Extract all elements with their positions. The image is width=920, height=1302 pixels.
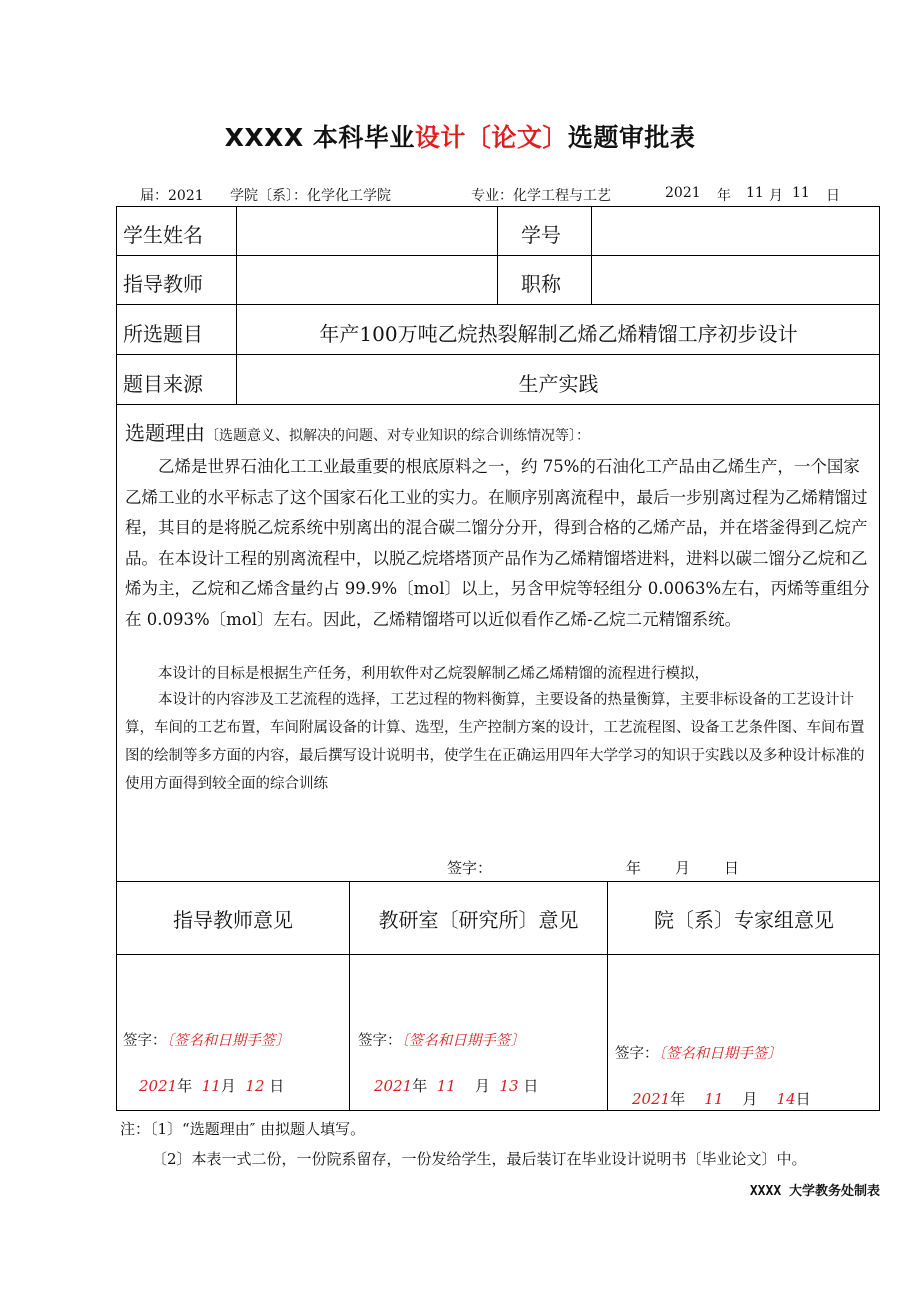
- reason-heading: [125, 417, 590, 446]
- row-divider: [117, 954, 879, 955]
- sign-note: 〔签名和日期手签〕: [401, 1033, 525, 1049]
- opinion-1-sign: [123, 1029, 290, 1050]
- date-day: 11: [792, 185, 810, 201]
- date-day: 12: [245, 1077, 265, 1095]
- col-divider: [497, 207, 498, 304]
- date-month-label: 月: [220, 1077, 236, 1095]
- student-id-label: 学号: [521, 223, 561, 247]
- form-title: [0, 118, 920, 154]
- reason-paragraph-1: 乙烯是世界石油化工工业最重要的根底原料之一，约 75%的石油化工产品由乙烯生产，一个国家乙烯工业的水平标志了这个国家石化工业的实力。在顺序别离流程中，最后一步别离过程为乙烯精馏过程，其目的是将脱乙烷系统中别离出的混合碳二馏分分开，得到合格的乙烯产品，并在塔釜得到乙烷产品。在本设计工程的别离流程中，以脱乙烷塔塔顶产品作为乙烯精馏塔进料，进料以碳二馏分乙烷和乙烯为主，乙烷和乙烯含量约占 99.9%〔mol〕以上，另含甲烷等轻组分 0.0063%左右，丙烯等重组分在 0.093%〔mol〕左右。因此，乙烯精馏塔可以近似看作乙烯-乙烷二元精馏系统。: [125, 457, 870, 629]
- row-divider: [117, 404, 879, 405]
- date-year: 2021: [139, 1077, 178, 1095]
- reason-heading-text: 选题理由: [125, 421, 205, 445]
- date-year: 2021: [374, 1077, 413, 1095]
- approval-table: [116, 206, 880, 1111]
- date-month-label: 月: [474, 1077, 490, 1095]
- opinion-2-date: [374, 1075, 538, 1096]
- date-year-label: 年: [717, 188, 731, 204]
- footer-issuer: XXXX 大学教务处制表: [749, 1184, 880, 1199]
- row-divider: [117, 255, 879, 256]
- sign-note: 〔签名和日期手签〕: [658, 1046, 782, 1062]
- date-month: 11: [201, 1077, 221, 1095]
- date-month-label: 月: [742, 1090, 758, 1108]
- date-month: 11: [746, 185, 764, 201]
- row-divider: [117, 354, 879, 355]
- sign-label: 签字：: [615, 1046, 659, 1062]
- student-name-label: 学生姓名: [123, 223, 203, 247]
- opinion-3-sign: [615, 1042, 782, 1063]
- opinion-heading-advisor: 指导教师意见: [173, 908, 293, 932]
- source-label: 题目来源: [123, 372, 203, 396]
- date-year: 2021: [632, 1090, 671, 1108]
- title-part1: XXXX 本科毕业: [224, 123, 415, 152]
- source-value: 生产实践: [518, 372, 599, 396]
- topic-value: 年产100万吨乙烷热裂解制乙烯乙烯精馏工序初步设计: [319, 322, 798, 346]
- topic-label: 所选题目: [123, 322, 203, 346]
- opinion-3-date: [632, 1088, 811, 1109]
- reason-year-label: 年: [626, 859, 642, 877]
- date-day-label: 日: [269, 1077, 285, 1095]
- date-year-label: 年: [412, 1077, 428, 1095]
- date-day-label: 日: [523, 1077, 539, 1095]
- row-divider: [117, 881, 879, 882]
- date-day: 13: [499, 1077, 519, 1095]
- note-2: 〔2〕本表一式二份，一份院系留存，一份发给学生，最后装订在毕业设计说明书〔毕业论文〕中。: [152, 1150, 807, 1168]
- reason-month-label: 月: [675, 859, 691, 877]
- reason-day-label: 日: [724, 859, 740, 877]
- sign-note: 〔签名和日期手签〕: [166, 1033, 290, 1049]
- date-year: 2021: [665, 185, 701, 201]
- date-month-label: 月: [769, 188, 783, 204]
- major-label: 专业：化学工程与工艺: [471, 188, 611, 204]
- note-1: 注：〔1〕“选题理由″ 由拟题人填写。: [120, 1120, 366, 1138]
- opinion-heading-experts: 院〔系〕专家组意见: [654, 908, 834, 932]
- opinion-heading-office: 教研室〔研究所〕意见: [378, 908, 579, 932]
- reason-paragraph-2: 本设计的目标是根据生产任务，利用软件对乙烷裂解制乙烯乙烯精馏的流程进行模拟，: [158, 666, 709, 682]
- date-month: 11: [704, 1090, 724, 1108]
- reason-sign-label: 签字：: [447, 859, 493, 877]
- date-year-label: 年: [670, 1090, 686, 1108]
- session-label: 届：2021: [140, 188, 204, 204]
- title-part3: 选题审批表: [567, 123, 696, 152]
- date-day-label: 日: [795, 1090, 811, 1108]
- college-label: 学院〔系〕：化学化工学院: [230, 188, 391, 204]
- reason-paragraph-3: 本设计的内容涉及工艺流程的选择，工艺过程的物料衡算，主要设备的热量衡算，主要非标设备的工艺设计计算，车间的工艺布置，车间附属设备的计算、选型，生产控制方案的设计，工艺流程图、设备工艺条件图、车间布置图的绘制等多方面的内容，最后撰写设计说明书，使学生在正确运用四年大学学习的知识于实践以及多种设计标准的使用方面得到较全面的综合训练: [125, 692, 865, 792]
- date-day: 14: [776, 1090, 796, 1108]
- title-part2: 设计〔论文〕: [414, 123, 568, 152]
- sign-label: 签字：: [358, 1033, 402, 1049]
- reason-heading-note: 〔选题意义、拟解决的问题、对专业知识的综合训练情况等〕：: [205, 428, 590, 444]
- col-divider: [591, 207, 592, 304]
- date-day-label: 日: [826, 188, 840, 204]
- advisor-label: 指导教师: [123, 272, 203, 296]
- sign-label: 签字：: [123, 1033, 167, 1049]
- opinion-2-sign: [358, 1029, 525, 1050]
- opinion-1-date: [139, 1075, 284, 1096]
- date-month: 11: [436, 1077, 456, 1095]
- row-divider: [117, 304, 879, 305]
- position-label: 职称: [521, 272, 561, 296]
- date-year-label: 年: [177, 1077, 193, 1095]
